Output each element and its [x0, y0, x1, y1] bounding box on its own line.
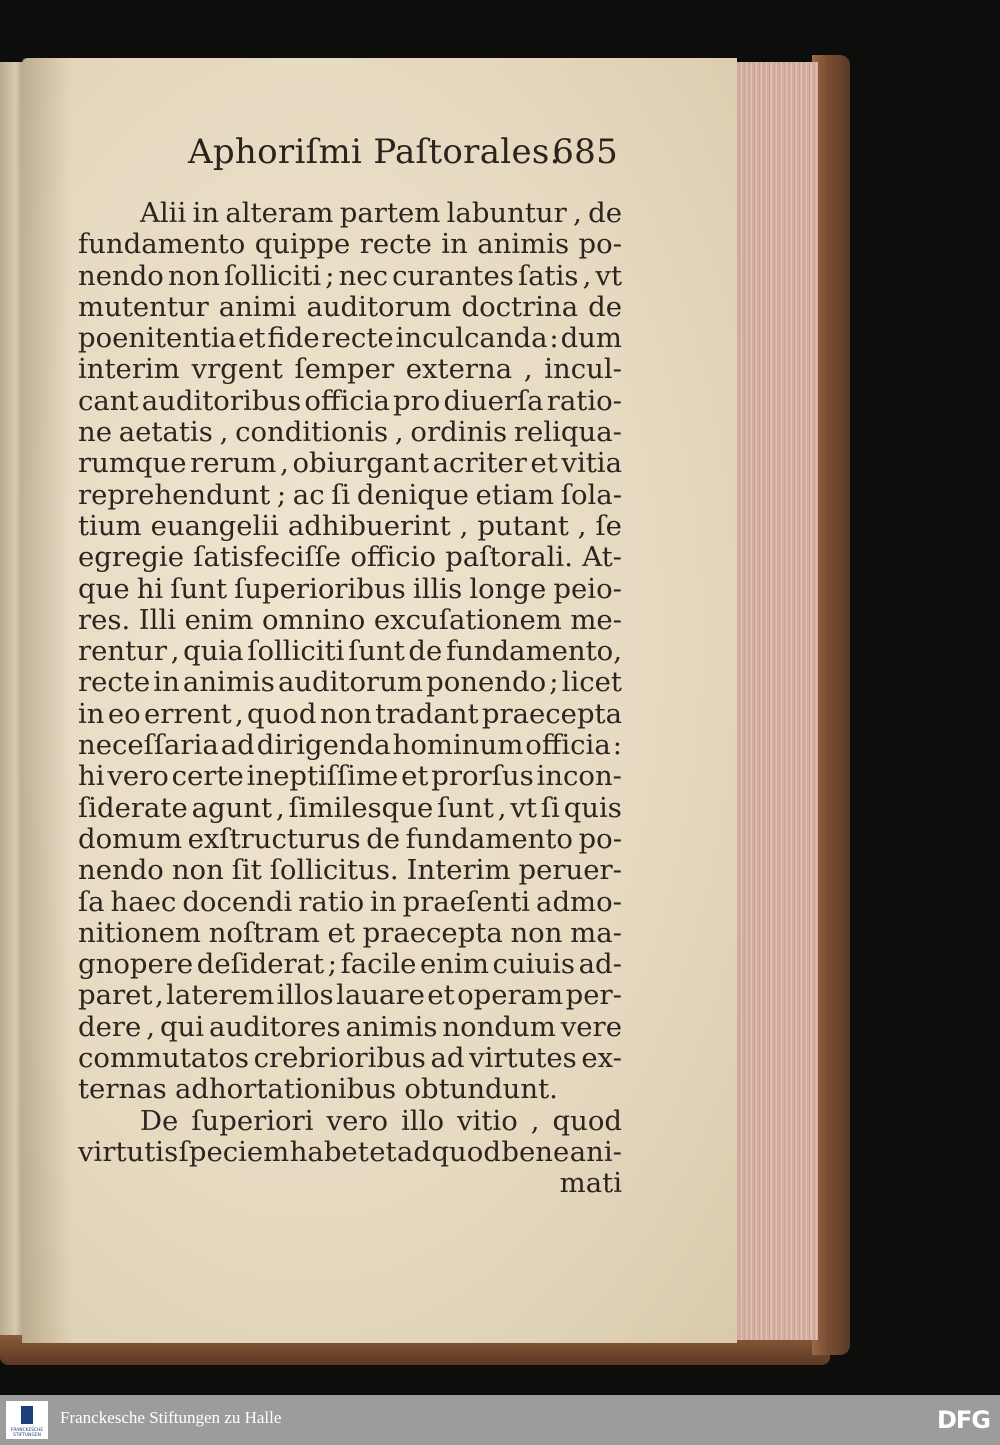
footer-bar	[0, 1395, 1000, 1445]
word: ſa	[78, 885, 105, 918]
word: etiam	[475, 478, 555, 511]
word: quia	[183, 635, 244, 668]
word: ſollicitus.	[269, 854, 399, 887]
word: De	[140, 1104, 179, 1137]
word: eo	[107, 697, 141, 730]
word: ſemper	[294, 353, 395, 386]
word: de	[408, 635, 443, 668]
word: deſiderat	[196, 948, 325, 981]
word: ponendo	[426, 666, 547, 699]
word: nondum	[442, 1010, 556, 1043]
word: recte	[78, 666, 151, 699]
word: longe	[469, 572, 547, 605]
word: exſtructurus	[187, 822, 361, 855]
word: quod	[431, 1135, 501, 1168]
word: vitio	[457, 1104, 518, 1137]
text-line	[78, 1043, 622, 1074]
word: de	[588, 290, 622, 323]
word: inculcanda	[395, 322, 548, 355]
word: facile	[340, 948, 417, 981]
logo-text: FRANCKESCHE STIFTUNGEN	[10, 1428, 44, 1438]
word: ,	[573, 197, 582, 229]
text-line	[78, 1137, 622, 1168]
word: cant	[78, 384, 139, 417]
word: crebrioribus	[253, 1042, 426, 1075]
word: que	[78, 572, 130, 605]
word: obtundunt.	[404, 1073, 558, 1106]
word: poenitentia	[78, 322, 237, 355]
word: Alii	[140, 197, 187, 229]
word: vere	[560, 1010, 622, 1043]
word: ſimilesque	[288, 791, 434, 824]
word: denique	[356, 478, 469, 511]
word: animis	[182, 666, 275, 699]
word: ,	[523, 353, 533, 386]
word: gnopere	[78, 948, 194, 981]
word: doctrina	[461, 290, 579, 323]
word: quod	[247, 697, 317, 730]
text-line	[78, 198, 622, 229]
word: ſiderate	[78, 791, 188, 824]
word: qui	[159, 1010, 205, 1043]
word: illo	[401, 1104, 445, 1137]
word: At-	[582, 541, 622, 574]
word: vt	[510, 791, 537, 824]
word: et	[530, 447, 558, 480]
word: agunt	[191, 791, 273, 824]
text-line	[78, 1106, 622, 1137]
word: nendo	[78, 259, 164, 292]
word: reprehendunt	[78, 478, 271, 511]
word: vrgent	[191, 353, 283, 386]
word: res.	[78, 603, 131, 636]
word: enim	[420, 948, 489, 981]
word: prorſus	[431, 760, 534, 793]
word: paret	[78, 979, 153, 1012]
word: bene	[501, 1135, 570, 1168]
word: ſolliciti	[224, 259, 322, 292]
word: commutatos	[78, 1042, 249, 1075]
word: ,	[154, 979, 164, 1012]
word: ;	[327, 948, 337, 981]
word: licet	[561, 666, 622, 699]
word: de	[588, 197, 622, 229]
page-number: 685	[552, 132, 618, 172]
word: Interim	[406, 854, 511, 887]
word: lauare	[336, 979, 425, 1012]
word: dirigenda	[256, 729, 391, 762]
word: auditorum	[306, 290, 452, 323]
word: auditoribus	[141, 384, 302, 417]
word: praeſenti	[402, 885, 531, 918]
word: habet	[289, 1135, 369, 1168]
word: peruer-	[518, 854, 622, 887]
word: ac	[292, 478, 325, 511]
word: vero	[107, 760, 169, 793]
word: illis	[412, 572, 463, 605]
word: ſuperiori	[191, 1104, 314, 1137]
catchword-text: mati	[559, 1167, 622, 1200]
word: ma-	[570, 916, 622, 949]
word: ;	[276, 478, 287, 511]
word: rentur	[78, 635, 168, 668]
word: incul-	[544, 353, 622, 386]
word: ſi	[331, 478, 351, 511]
word: operam	[457, 979, 564, 1012]
word: hominum	[392, 729, 524, 762]
word: ad-	[578, 948, 622, 981]
word: ;	[325, 259, 335, 292]
word: haec	[110, 885, 177, 918]
text-line	[78, 1074, 622, 1105]
word: animis	[345, 1010, 438, 1043]
word: interim	[78, 353, 180, 386]
word: Illi	[138, 603, 177, 636]
word: officio	[350, 541, 437, 574]
word: et	[238, 322, 266, 355]
text-line	[78, 980, 622, 1011]
word: animis	[477, 228, 570, 261]
word: externa	[405, 353, 513, 386]
word: adhibuerint	[287, 509, 451, 542]
word: ,	[394, 416, 404, 449]
text-line	[78, 386, 622, 417]
word: obiurgant	[292, 447, 430, 480]
word: omnino	[261, 603, 366, 636]
word: docendi	[182, 885, 293, 918]
gutter-shadow	[22, 58, 72, 1343]
text-line	[78, 636, 622, 667]
word: auditores	[209, 1010, 341, 1043]
word: auditorum	[277, 666, 423, 699]
word: curantes	[392, 259, 514, 292]
word: dere	[78, 1010, 142, 1043]
word: ex-	[581, 1042, 622, 1075]
word: ſuperioribus	[234, 572, 406, 605]
word: egregie	[78, 541, 184, 574]
word: praecepta	[362, 916, 503, 949]
word: reliqua-	[513, 416, 622, 449]
text-line	[78, 354, 622, 385]
word: ,	[530, 1104, 540, 1137]
word: fundamento,	[445, 635, 622, 668]
word: ,	[280, 447, 289, 480]
word: tium	[78, 509, 142, 542]
running-header	[188, 132, 618, 176]
text-line	[78, 292, 622, 323]
text-line	[78, 855, 622, 886]
text-line	[78, 480, 622, 511]
word: ,	[146, 1010, 155, 1043]
text-line	[78, 761, 622, 792]
word: in	[153, 666, 180, 699]
word: et	[369, 1135, 397, 1168]
logo-emblem-icon	[21, 1406, 33, 1424]
word: ad	[397, 1135, 431, 1168]
word: excuſationem	[373, 603, 562, 636]
word: vero	[326, 1104, 389, 1137]
word: non	[510, 916, 563, 949]
word: :	[549, 322, 559, 355]
word: et	[401, 760, 429, 793]
word: po-	[578, 228, 622, 261]
text-line	[78, 261, 622, 292]
word: non	[171, 854, 224, 887]
text-line	[78, 542, 622, 573]
text-line	[78, 824, 622, 855]
word: in	[192, 197, 220, 229]
word: non	[167, 259, 220, 292]
word: dum	[560, 322, 622, 355]
word: ſit	[231, 854, 262, 887]
word: et	[327, 916, 355, 949]
word: ,	[275, 791, 285, 824]
word: ,	[219, 416, 229, 449]
word: officia	[525, 729, 611, 762]
word: ineptiſſime	[246, 760, 399, 793]
word: vt	[595, 259, 622, 292]
word: peio-	[553, 572, 622, 605]
word: enim	[184, 603, 254, 636]
word: admo-	[536, 885, 622, 918]
word: de	[366, 822, 401, 855]
word: ad	[220, 729, 255, 762]
word: ſpeciem	[178, 1135, 290, 1168]
word: ,	[459, 509, 469, 542]
word: ,	[577, 509, 587, 542]
word: quippe	[254, 228, 351, 261]
word: acriter	[432, 447, 527, 480]
catchword	[78, 1168, 622, 1199]
page-edges	[733, 62, 818, 1340]
body-text	[78, 198, 622, 1200]
word: ſola-	[560, 478, 622, 511]
word: ſe	[595, 509, 622, 542]
word: ,	[497, 791, 507, 824]
word: laterem	[166, 979, 275, 1012]
word: in	[370, 885, 397, 918]
word: nec	[338, 259, 388, 292]
word: fundamento	[405, 822, 573, 855]
word: incon-	[536, 760, 622, 793]
word: ad	[430, 1042, 465, 1075]
word: illos	[276, 979, 334, 1012]
running-title: Aphoriſmi Paſtorales.	[188, 132, 561, 172]
word: per-	[565, 979, 622, 1012]
word: partem	[339, 197, 441, 229]
word: vitia	[561, 447, 622, 480]
word: po-	[578, 822, 622, 855]
word: errent	[144, 697, 232, 730]
word: in	[441, 228, 468, 261]
institution-logo	[6, 1401, 48, 1439]
word: ſatis	[517, 259, 579, 292]
word: ani-	[569, 1135, 622, 1168]
word: ,	[170, 635, 180, 668]
word: nendo	[78, 854, 164, 887]
word: quis	[563, 791, 622, 824]
word: fundamento	[78, 228, 246, 261]
word: cuiuis	[492, 948, 576, 981]
word: me-	[570, 603, 622, 636]
word: hi	[78, 760, 105, 793]
text-line	[78, 448, 622, 479]
word: ;	[549, 666, 559, 699]
word: recte	[321, 322, 394, 355]
word: ne	[78, 416, 112, 449]
word: praecepta	[481, 697, 622, 730]
word: quod	[552, 1104, 622, 1137]
word: :	[612, 729, 622, 762]
word: recte	[359, 228, 432, 261]
text-line	[78, 949, 622, 980]
text-line	[78, 730, 622, 761]
text-line	[78, 699, 622, 730]
word: ſunt	[170, 572, 228, 605]
text-line	[78, 323, 622, 354]
word: fide	[267, 322, 320, 355]
word: labuntur	[446, 197, 567, 229]
word: rerum	[190, 447, 277, 480]
text-line	[78, 229, 622, 260]
text-line	[78, 1012, 622, 1043]
text-line	[78, 667, 622, 698]
word: paſtorali.	[445, 541, 573, 574]
word: aetatis	[118, 416, 213, 449]
word: nitionem	[78, 916, 201, 949]
text-line	[78, 918, 622, 949]
word: virtutes	[469, 1042, 577, 1075]
word: non	[319, 697, 372, 730]
text-line	[78, 417, 622, 448]
text-line	[78, 605, 622, 636]
word: neceſſaria	[78, 729, 219, 762]
word: conditionis	[235, 416, 389, 449]
word: ratio-	[546, 384, 622, 417]
text-line	[78, 574, 622, 605]
word: ,	[234, 697, 244, 730]
word: diuerſa	[443, 384, 544, 417]
word: hi	[136, 572, 164, 605]
word: virtutis	[78, 1135, 179, 1168]
word: noſtram	[208, 916, 320, 949]
word: ternas	[78, 1073, 167, 1106]
word: domum	[78, 822, 183, 855]
word: rumque	[78, 447, 187, 480]
word: ſunt	[348, 635, 405, 668]
word: mutentur	[78, 290, 209, 323]
word: ,	[582, 259, 592, 292]
word: alteram	[225, 197, 334, 229]
word: ſunt	[437, 791, 494, 824]
word: ſatisfeciſſe	[193, 541, 342, 574]
word: et	[427, 979, 455, 1012]
word: officia	[304, 384, 390, 417]
word: certe	[171, 760, 244, 793]
word: animi	[218, 290, 297, 323]
word: pro	[393, 384, 441, 417]
text-line	[78, 793, 622, 824]
word: in	[78, 697, 105, 730]
word: ratio	[298, 885, 365, 918]
institution-name: Franckesche Stiftungen zu Halle	[60, 1408, 282, 1427]
word: ſolliciti	[247, 635, 345, 668]
text-line	[78, 887, 622, 918]
word: ordinis	[410, 416, 508, 449]
dfg-logo: DFG	[936, 1406, 990, 1434]
word: tradant	[375, 697, 479, 730]
word: putant	[477, 509, 569, 542]
word: ſi	[540, 791, 560, 824]
word: euangelii	[150, 509, 279, 542]
text-line	[78, 511, 622, 542]
word: adhortationibus	[174, 1073, 397, 1106]
